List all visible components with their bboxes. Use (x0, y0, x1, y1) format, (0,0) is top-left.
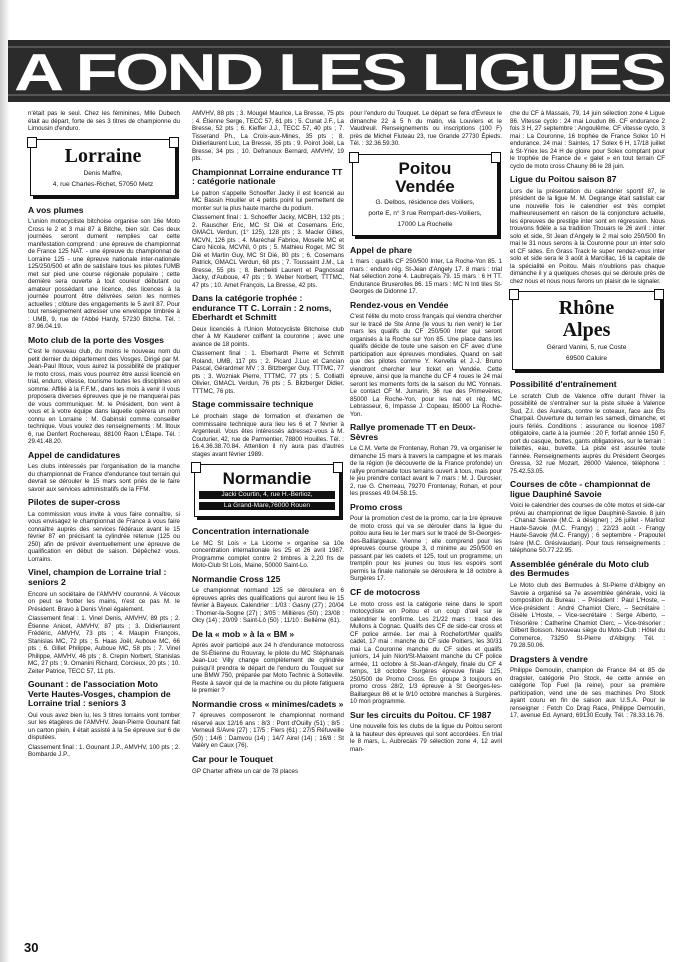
pin-icon (654, 289, 664, 300)
text-cf-motocross: Le moto cross est la catégorie reine dans le sport motocycliste en Poitou et un coup d'œil sur le calendrier le confirme. Les 21/22 mars : tracé des Mullons à Cognac. Qualifs des CF de side-car cross et CF police armée. 1er mai à Rochefort/Mer qualifs cadet, 17 mai : manche du CF side Poitiers, les 30/31 mai La Couronne manche du CF sides et qualifs juniors, 14 juin Niort/St-Maixent manche du CF police armée, 11 octobre à St-Jean-d'Angely, finale du CF 4 temps, 18 octobre Surgères épreuve finale 125, 250/500 de Promo Cross. En groupe 3 toujours en promo cross 28/2, 1/3 épreuve à St Georges-les-Baillargeux 86 et le 9/10 octobre manches à Surgères. 10 mon programme. (350, 600, 502, 706)
text-car-touquet: GP Charter affrète un car de 78 places (192, 767, 299, 775)
column-2 (192, 110, 344, 777)
poitou-contact-city: 17000 La Rochelle (397, 220, 453, 228)
heading-concentration: Concentration internationale (192, 526, 309, 537)
text-trophee: Deux licenciés à l'Union Motocycliste Bitchoise club cher à Mr Kauderer coiffent la couronne ; avec une avance de 18 points. (192, 325, 344, 348)
heading-assemblee: Assemblée générale du Moto club des Bermudes (510, 558, 649, 579)
normandie-contact-address: La Grand-Mare,76000 Rouen (199, 502, 335, 510)
pin-icon (191, 462, 201, 473)
heading-championnat-endurance: Championnat Lorraine endurance TT : catégorie nationale (192, 166, 343, 187)
text-vinel-classement: Classement final : 1. Vinel Denis, AMVHV, 89 pts ; 2. Étienne Anicet, AMVHV, 87 pts ; 3. Didierlaurent Frédéric, AMVHV, 73 pts ; 4. Maupin François, Stanislas MC, 72 pts ; 5. Haas Joël, Auboue MC, 66 pts ; 6. Gillet Philippe, Auboue MC, 58 pts ; 7. Vinel Philippe, AMVHV, 46 pts ; 8. Crepin Norbert, Stanislas MC, 27 pts ; 9. Omanini Richard, Corcieux, 20 pts ; 10. Zeiter Patrice, TECC 57, 11 pts. (28, 615, 180, 675)
heading-cf-motocross: CF de motocross (350, 586, 421, 597)
col1-intro: n'était pas le seul. Chez les féminines, Mlle Dubech était au départ, forte de ses 3 titres de championne du Limousin d'enduro. (28, 110, 180, 132)
rhone-contact-name: Gérard Vanini, 5, rue Coste (546, 344, 627, 352)
heading-courses-cote: Courses de côte - championnat de ligue Dauphiné Savoie (510, 479, 651, 499)
heading-rdv-vendee: Rendez-vous en Vendée (350, 299, 449, 310)
text-super-cross: La commission vous invite à vous faire connaître, si vous envisagez le championnat de France à vous faire connaître auprès des services fédéraux avant le 15 février 87 en précisant la cylindrée retenue (125 ou 250) afin de prévoir éventuellement une épreuve de qualification en début de saison. Dépêchez vous. Lorrains. (28, 510, 180, 563)
rhone-alpes-box (512, 291, 661, 370)
lorraine-contact-address: 4, rue Charles-Richet, 57050 Metz (52, 180, 154, 188)
poitou-contact-address: porte E, n° 3 rue Rempart-des-Voiliers, (368, 209, 482, 217)
lorraine-contact-name: Denis Maffre, (83, 169, 123, 177)
poitou-contact-name: G. Delbos, résidence des Voiliers, (375, 198, 475, 206)
text-mob-bm: Après avoir participé aux 24 h d'endurance motocross de St-Étienne du Rouvray, le pilote du MC Stéphanais Jean-Luc Villy change complètement de cylindrée puisqu'il prendra le départ de l'enduro du Touquet sur une BMW 750, préparée par Moto Technic à Sotteville. Reste à savoir qui de la machine ou du pilote fatiguera le premier ? (192, 642, 344, 695)
col3-continuation: pour l'enduro du Touquet. Le départ se fera d'Évreux le dimanche 22 à 5 h du matin, via Louviers et le Vaudreuil. Renseignements ou inscriptions (100 F) près de Michel Fluteau 23, rue Grande 27730 Épieds. Tél. : 32.36.59.30. (350, 110, 502, 147)
heading-circuits-poitou: Sur les circuits du Poitou. CF 1987 (350, 709, 492, 720)
heading-vinel: Vinel, champion de Lorraine trial : seniors 2 (28, 567, 167, 587)
text-entrainement: Le scratch Club de Valence offre durant l'hiver la possibilité de s'entraîner sur la piste située à Valence Sud, Z.I. des Auréats, contre le coteaux, face aux Éts Charpail. Ouverture du terrain les samedi, dimanche, et jours fériés. Conditions : assurance ou licence 1987 obligatoire, carte à la journée : 20 F, forfait année 150 F, port du casque, bottes, gants obligatoires, sur le terrain : toilettes, eau, buvette. La piste est assurée toute l'année. Renseignements auprès du Président Georges Gressa, 32 rue Mozart, 26000 Valence, téléphone : 75.42.53.05. (510, 392, 665, 475)
heading-trophee: Dans la catégorie trophée : endurance TT C. Lorrain : 2 noms, Eberhardt et Schmitt (192, 293, 332, 323)
text-courses-cote: Voici le calendrier des courses de côte motos et side-car prévu au championnat de ligue Dauphiné-Savoie. 8 juin - Chanaz Savoie (M.C. à désigner) ; 26 juillet - Marlioz Haute-Savoie (M.C. Frangy) ; 22/23 août - Frangy Haute-Savoie (M.C. Frangy) ; 6 septembre - Prapoutel Isère (M.C. Grésivaudan). Pour tous renseignements : téléphone 50.77.22.95. (510, 502, 665, 555)
text-dragsters: Philippe Demoulin, champion de France 84 et 85 de dragster, catégorie Pro Stock, 4e cette année en catégorie Top Fuel (la reine), pour sa première participation, vend une de ses machines Pro Stock ayant couru en fin de saison aux U.S.A. Pour le renseigner : Fetch Co Drag Race, Philippe Demoulin, 17, avenue Ed. Aynard, 69130 Ecully. Tél. : 78.33.16.76. (510, 667, 665, 720)
text-candidatures: Les clubs intéressés par l'organisation de la manche du championnat de France d'endurance tout terrain qui devrait se dérouler le 15 mars sont priés de le faire savoir aux services administratifs de la FFM. (28, 463, 180, 493)
vendee-title: Vendée (395, 176, 455, 196)
text-circuits-poitou: Une nouvelle fois les clubs de la ligue du Poitou seront à la hauteur des épreuves qui sont accordées. En trial le 8 mars, L. Aubrecais 79 sélection zone 4, 12 avril man- (350, 723, 502, 753)
column-3 (350, 110, 502, 755)
heading-appel-phare: Appel de phare (350, 244, 413, 255)
heading-ligue-poitou: Ligue du Poitou saison 87 (510, 174, 617, 184)
heading-mob-bm: De la « mob » à la « BM » (192, 628, 295, 639)
page-fold-shadow (0, 0, 10, 962)
lorraine-title: Lorraine (64, 144, 142, 167)
heading-stage: Stage commissaire technique (192, 399, 314, 410)
text-appel-phare: 1 mars : qualifs CF 250/500 Inter, La Roche-Yon 85. 1 mars : enduro rég. St-Jean d'Angely 17. 8 mars : trial Nat sélection zone 4. Laubreçais 79. 15 mars : 6 H TT. Endurance Bruxerolles 86. 15 mars : MC N Inti tiles St-Georges de Didonne 17. (350, 258, 502, 296)
heading-a-vos-plumes: A vos plumes (28, 204, 84, 215)
pin-icon (333, 462, 343, 473)
normandie-box (194, 464, 340, 517)
text-rallye: Le C.M. Verte de Frontenay, Rohan 79, va organiser le dimanche 15 mars à travers la campagne et les marais de la région (le découverte de la France profonde) un rallye promenade tous terrains ouvert à tous, mais pour le jeu prendre contact avant le 7 mars : M. J. Durosier, 2, rue G. Cherreau, 79270 Frontenay, Rohan, et pour les presses 49.04.58.15. (350, 445, 502, 498)
page-number: 30 (24, 940, 39, 955)
text-minimes-cadets: 7 épreuves composeront le championnat normand réservé aux 12/16 ans : 8/3 : Pont d'Ouilly (51) ; 8/5 : Verneuil S/Avre (27) ; 17/5 : Flers (61) ; 27/5 Réfuveille (50) ; 14/6 : Damvou (14) ; 14/7 Airel (14) ; 16/8 : St Valéry en Caux (76). (192, 712, 344, 750)
col2-continuation: AMVHV, 88 pts ; 3. Mougel Maurice, La Bresse, 75 pts ; 4. Étienne Serge, TECC 57, 61 pts ; 5. Cunat J.F., La Bresse, 52 pts ; 6. Kieffer J.J., TECC 57, 40 pts ; 7. Tisserand Ph., La Croix-aux-Mines, 35 pts ; 8. Didierlaurent Luc, La Bresse, 35 pts ; 9. Poirot Joël, La Bresse, 34 pts ; 10. Defranoux Bernard, AMVHV, 19 pts. (192, 110, 344, 162)
text-rdv-vendee: C'est l'élite du moto cross français qui viendra chercher sur le tracé de Ste Anne (le vous tu rien venir) le 1er mars les qualifs du CF 250/500 Inter qui seront organisés à la Roche sur Yon 85. Une place dans les qualifs décide de toute une saison en CF avec d'une participation aux épreuves mondiales. Quand on sait que des pilotes comme Y. Kervella et J.-J. Bruno viendront chercher leur ticket en Vendée. Cette épreuve, ainsi que la manche du CF 4 roues le 24 mai seront les moments forts de la saison du MC Yonnais. Le contact CF M. Jumarin, 36 rue des Primevères, 85000 La Roche-Yon, pour les nat et rég. MC Lebrasseur, 6, Impasse J. Copeau, 85000 La Roche-Yon. (350, 313, 502, 418)
heading-dragsters: Dragsters à vendre (510, 653, 588, 664)
text-moto-club-vosges: C'est le nouveau club, du moins le nouveau nom du petit dernier du département des Vosges. Dirigé par M. Jean-Paul Iltoux, vous aurez la possibilité de pratiquer le moto cross, mais vous pourrez être aussi licencié en trial, enduro, vitesse, tourisme toutes les disciplines en somme. Affilié à la F.F.M., dans les mois à venir il vous proposera diverses épreuves que je ne manquerai pas de vous communiquer. M. le Président, bon vent à vous et à votre équipe dans laquelle opèrera un nom connu en Lorraine : M. Gabinski comme conseiller technique. Vous voulez des renseignements : M. Iltoux 6, rue Denfert Rochereau, 88100 Raon L'Étape. Tél. : 29.41.48.20. (28, 348, 180, 446)
pin-icon (491, 152, 501, 163)
banner-svg (8, 40, 670, 102)
heading-moto-club-vosges: Moto club de la porte des Vosges (28, 334, 164, 345)
text-concentration: Le MC St Lois « La Licorne » organise sa 10e concentration internationale les 25 et 26 avril 1987. Programme complet contre 2 timbres à 2,20 frs de Moto-Club St Lois, Maine, 50000 Saint-Lo. (192, 539, 344, 570)
text-a-vos-plumes: L'union motocycliste bitchoise organise son 16e Moto Cross le 2 et 3 mai 87 à Bitche, bien sûr. Ces deux journées seront dument remplies car cette manifestation comprend : une épreuve de championnat de France 125 NAT. - une épreuve du championnat de Lorraine 125 - une épreuve nationale inter-nationale 125/250/500 et afin de satisfaire tous les pilotes l'UMB met sur pied une course régionale populaire ; cette dernière sera ouverte à tout coureur débutant ou amateur possédant une licence, des licences à la journée pourront être délivrées selon les normes actuelles ; clôture des engagements le 5 avril 87. Pour tout renseignement adresser une enveloppe timbrée à : UMB, 9, rue de l'Abbé Hardy, 57230 Bitche. Tél. : 87.96.04.19. (28, 218, 180, 331)
pin-icon (169, 137, 179, 148)
text-normandie-cross: Le championnat normand 125 se déroulera en 6 épreuves après des qualifications qui auront lieu le 15 février à Bayeux. Calendrier : 1/03 : Gasny (27) ; 20/04 : Thomer-la-Sogne (27) ; 3/05 : Millières (50) ; 23/08 : Olcy (14) ; 20/09 : Saint-Lô (50) ; 11/10 : Belléme (61). (192, 587, 344, 625)
pin-icon (509, 289, 519, 300)
text-gounant: Oui vous avez bien lu, les 3 titres lorrains vont tomber sur les étagères de l'AMVHV. Jean-Pierre Gounant fait un carton plein, il était assisté à la 5e épreuve sur 6 de disputées. (28, 711, 180, 742)
column-1 (28, 110, 180, 761)
normandie-contact-name: Jacki Courtin, 4, rue H.-Berlioz, (199, 491, 335, 499)
text-championnat-endurance: Le patron s'appelle Schoeffer Jacky il est licencié au MC Bassin Houiller et 4 petits point lui permettent de monter sur la plus haute marche du podium. (192, 189, 344, 212)
text-gounant-classement: Classement final : 1. Gounant J.P., AMVHV, 100 pts ; 2. Bombarde J.P., (28, 743, 180, 759)
text-promo-cross: Pour la promotion c'est de la promo, car la 1re épreuve de moto cross qui va se dérouler dans la ligue du poitou aura lieu le 1er mars sur le tracé de St-Georges-des-Baillargeaux. Vienne ; elle comprend pour les épreuves course groupe 3, d minime au 250/500 en passant par les cadets et 125, tout un programme, un tremplin pour les jeunes ou tous les espoirs sont permis la finale nationale se déroulera le 18 octobre à Surgères 17. (350, 515, 502, 583)
heading-entrainement: Possibilité d'entraînement (510, 379, 617, 390)
pin-icon (349, 152, 359, 163)
heading-minimes-cadets: Normandie cross « minimes/cadets » (192, 698, 344, 709)
text-ligue-poitou: Lors de la présentation du calendrier sportif 87, le président de la ligue M. M. Degrange était satisfait car une nouvelle fois le calendrier est très complet malheureusement en raison de la conjoncture actuelle, les épreuves de prestige inter sont en régression. Nous trouvons fidèle a sa tradition Thouars le 26 avril : inter solo et side, St Jean d'Angely le 2 mai solo 250/500 fin mai le 31 nous serons à la Couronne pour un inter solo et CF sides. En Grass Track le super rendez-vous inter solo et side sera le 3 août à Marcillac, 16 la capitale de la spécialité en Poitou. Mais n'oublions pas chaque dimanche il y a quelques choses qui se déroule près de chez nous et nous nous ferons un plaisir de le signaler. (510, 187, 665, 285)
poitou-box (352, 154, 498, 236)
alpes-title: Alpes (562, 319, 611, 342)
pin-icon (27, 137, 37, 148)
text-stage: Le prochain stage de formation et d'examen de commissaire technique aura lieu les 6 et 7 février à Argenteuil. Vous êtes intéressés adressez-vous à M. Couturier, 42, rue de Parmentier, 78800 Houilles. Tél. : 16.4.36.38.70.84. Attention il n'y aura pas d'autres stages avant février 1989. (192, 413, 344, 458)
heading-promo-cross: Promo cross (350, 501, 403, 512)
text-assemblee: Le Moto club des Bermudes à St-Pierre d'Albigny en Savoie a organisé sa 7e assemblée générale, voici la composition du Bureau : – Président : Paul L'Hoste, – Vice-président : André Chamiot Clerc, – Secrétaire : Gisèle L'Hoste, – Vice-secrétaire : Serge Alberto, – Trésorière : Catherine Chamiot Clerc, – Vice-trésorier : Gilbert Boisson. Nouveau siège du Moto-Club : Hôtel du Commerce, 73250 St-Pierre d'Albigny. Tél. : 79.28.50.06. (510, 582, 665, 650)
text-trophee-classement: Classement final : 1. Eberhardt Pierre et Schmitt Roland, UMB, 117 pts ; 2. Picard J.Luc et Cancian Pascal, Gérardmer MV ; 3. Bitzberger Guy, TTTMC, 77 pts ; 3. Wozniak Pierre, TTTMC, 77 pts ; 5. Colliatti Olivier, GMACL Verdun, 76 pts ; 5. Bitzberger Didier, TTTMC, 76 pts. (192, 350, 344, 395)
text-vinel: Encore un sociétaire de l'AMVHV couronné. A Vécoux on peut se frotter les mains, n'est ce pas M. le Président. Bravo à Denis Vinel également. (28, 590, 180, 613)
heading-super-cross: Pilotes de super-cross (28, 497, 121, 508)
heading-gounant: Gounant : de l'association Moto Verte Hautes-Vosges, champion de Lorraine trial : seniors 3 (28, 679, 171, 709)
lorraine-box (30, 139, 176, 196)
normandie-title: Normandie (222, 469, 312, 489)
heading-normandie-cross: Normandie Cross 125 (192, 573, 281, 584)
heading-candidatures: Appel de candidatures (28, 449, 121, 460)
col4-continuation: che du CF à Massais, 79, 14 juin sélection zone 4 Ligue 86. Vitesse cyclo : 24 mai Loudun 86. CF endurance 2 fois 3 H, 27 septembre : Angoulême. CF vitesse cyclo, 3 mai : La Couronne, 16 trophée de France Solex 10 H endurance. 24 mai : Saintes, 17 Solex 6 H, 17/18 juillet à St-Yriex les 24 H de gloire pour Solex comptant pour le trophée de France de « galet » en tout terrain CF cyclo de moto cross Chauny 86 le 28 juin. (510, 110, 665, 170)
banner-title: A FOND LES LIGUES (14, 44, 665, 102)
heading-rallye: Rallye promenade TT en Deux-Sèvres (350, 422, 476, 442)
text-championnat-classement: Classement final : 1. Schoeffer Jacky, MCBH, 132 pts ; 2. Rauscher Eric, MC St Dié et Cosemans Eric, GMACL Verdun, (1° 125), 128 pts ; 3. Macler Gilles, MCVN, 126 pts ; 4. Maréchal Fabrice, Moselle MC et Caro Nicola, MCVNI, 0 pts ; 5. Mathieu Roger, MC St Dié et Martin Guy, MC St Dié, 80 pts ; 6. Cosemans Patrick, GMACL Verdun, 68 pts ; 7. Toussaint J.M., La Bresse, 55 pts ; 8. Benbekti Laurent et Pagnossat Jacky, d'Auboue, 47 pts ; 9. Weber Norbert, TTTMC, 47 pts ; 10. Amet François, La Bresse, 42 pts. (192, 214, 344, 289)
heading-car-touquet: Car pour le Touquet (192, 753, 274, 764)
header-banner (8, 40, 670, 102)
column-4 (510, 110, 665, 722)
poitou-title: Poitou (398, 158, 452, 178)
rhone-contact-city: 69500 Caluire (565, 355, 608, 363)
rhone-title: Rhône (558, 297, 615, 320)
